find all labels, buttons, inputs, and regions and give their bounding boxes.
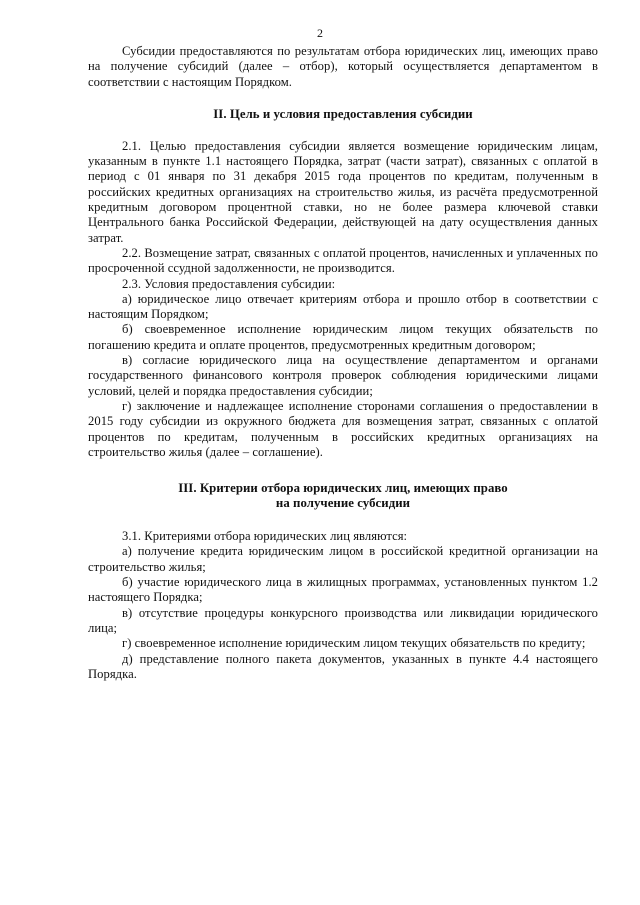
condition-b: б) своевременное исполнение юридическим лицом текущих обязательств по погашению кредита и оплате процентов, предусмотренных кредитным договором;: [88, 322, 598, 352]
section-3-heading-line-2: на получение субсидии: [275, 496, 411, 511]
page-number: 2: [317, 26, 323, 40]
criterion-d: д) представление полного пакета документов, указанных в пункте 4.4 настоящего Порядка.: [88, 651, 598, 681]
criterion-g: г) своевременное исполнение юридическим лицом текущих обязательств по кредиту;: [122, 636, 586, 651]
paragraph-2-2: 2.2. Возмещение затрат, связанных с оплатой процентов, начисленных и уплаченных по просроченной ссудной задолженности, не производится.: [88, 245, 598, 276]
section-3-heading: [88, 481, 598, 511]
condition-g: г) заключение и надлежащее исполнение сторонами соглашения о предоставлении в 2015 году субсидии из окружного бюджета для возмещения затрат, связанных с оплатой процентов по кредитам, полученным в российских кредитных организациях на строительство жилья (далее – соглашение).: [88, 398, 598, 459]
paragraph-3-1: 3.1. Критериями отбора юридических лиц являются:: [122, 529, 408, 544]
criterion-v: в) отсутствие процедуры конкурсного производства или ликвидации юридического лица;: [88, 605, 598, 635]
condition-a: а) юридическое лицо отвечает критериям отбора и прошло отбор в соответствии с настоящим Порядком;: [88, 291, 598, 322]
document-body: [88, 44, 598, 682]
section-3-heading-line-1: III. Критерии отбора юридических лиц, имеющих право: [178, 481, 508, 496]
section-2-heading: II. Цель и условия предоставления субсидии: [213, 106, 473, 121]
intro-paragraph: Субсидии предоставляются по результатам отбора юридических лиц, имеющих право на получение субсидий (далее – отбор), который осуществляется департаментом в соответствии с настоящим Порядком.: [88, 44, 598, 89]
condition-v: в) согласие юридического лица на осуществление департаментом и органами государственного финансового контроля проверок соблюдения юридическими лицами условий, целей и порядка предоставления субсидии;: [88, 353, 598, 398]
paragraph-2-1: 2.1. Целью предоставления субсидии является возмещение юридическим лицам, указанным в пункте 1.1 настоящего Порядка, затрат (части затрат), связанных с оплатой в период с 01 января по 31 декабря 2015 года процентов по кредитам, полученным в российских кредитных организациях на строительство жилья, из расчёта предусмотренной кредитным договором процентной ставки, но не более размера ключевой ставки Центрального банка Российской Федерации, действующей на дату осуществления данных затрат.: [88, 138, 598, 245]
paragraph-2-3: 2.3. Условия предоставления субсидии:: [122, 276, 336, 291]
criterion-b: б) участие юридического лица в жилищных программах, установленных пунктом 1.2 настоящего Порядка;: [88, 575, 598, 605]
criterion-a: а) получение кредита юридическим лицом в российской кредитной организации на строительство жилья;: [88, 544, 598, 574]
